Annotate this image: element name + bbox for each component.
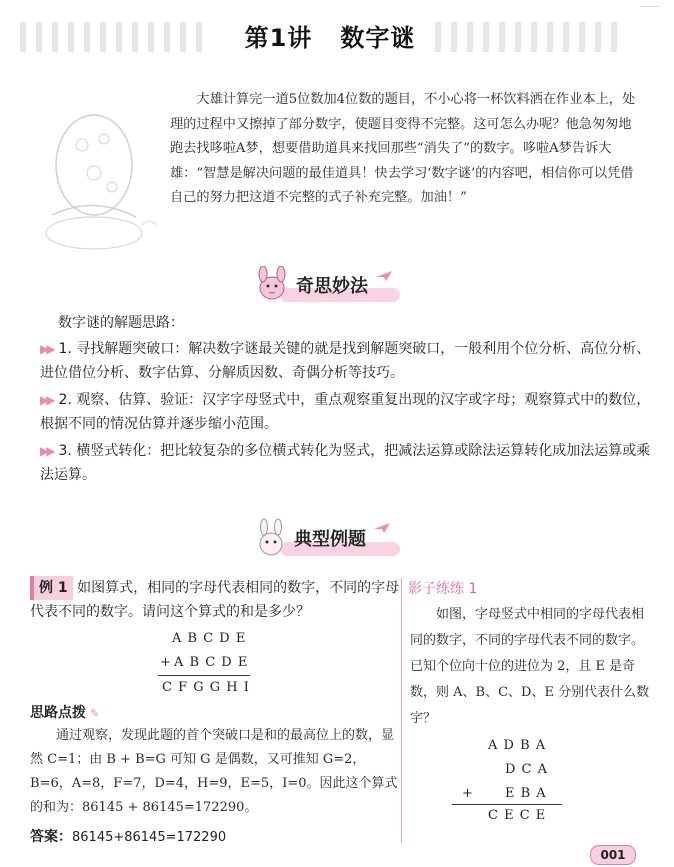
lecture-number: 第1讲	[244, 24, 313, 52]
practice-plus: +	[462, 786, 474, 801]
header-stripes-left	[20, 22, 212, 62]
practice-title: 影子练练 1	[408, 581, 478, 597]
methods-lead: 数字谜的解题思路：	[58, 315, 184, 331]
answer	[30, 826, 226, 846]
examples-heading-text: 典型例题	[294, 529, 366, 550]
lecture-topic: 数字谜	[340, 24, 416, 52]
example-1-plus: +	[160, 655, 172, 670]
methods-heading-text: 奇思妙法	[296, 276, 368, 297]
intro-story: 大雄计算完一道5位数加4位数的题目，不小心将一杯饮料洒在作业本上，处理的过程中又擦掉了部分数字，使题目变得不完整。这可怎么办呢？他急匆匆地跑去找哆啦A梦，想要借助道具来找回那些“消失了”的数字。哆啦A梦告诉大雄：“智慧是解决问题的最佳道具！快去学习‘数字谜’的内容吧，相信你可以凭借自己的努力把这道不完整的式子补充完整。加油！”	[170, 92, 636, 206]
example-1-addend-2: A B C D E	[174, 655, 249, 670]
method-item: ▶▶ 3. 横竖式转化：把比较复杂的多位横式转化为竖式，把减法运算或除法运算转化成加法运算或乘法运算。	[40, 443, 651, 483]
example-1-sum-line	[158, 675, 250, 676]
examples-heading	[252, 518, 392, 558]
analysis-text: 通过观察，发现此题的首个突破口是和的最高位上的数，显然 C=1；由 B + B=G 可知 G 是偶数，又可推知 G=2，B=6，A=8，F=7，D=4，H=9，E=5，I=0。因此这个算式的和为：86145 + 86145=172290。	[30, 728, 398, 815]
top-border-line	[640, 6, 660, 7]
methods-heading	[252, 266, 394, 304]
practice-sum: C E C E	[488, 808, 547, 823]
method-item: ▶▶ 2. 观察、估算、验证：汉字字母竖式中，重点观察重复出现的汉字或字母；观察算式中的数位，根据不同的情况估算并逐步缩小范围。	[40, 392, 651, 432]
answer-label: 答案：	[30, 829, 72, 845]
page-number: 001	[590, 845, 636, 865]
plane-icon	[372, 521, 392, 535]
example-1-label: 例 1	[30, 576, 73, 600]
analysis-heading: 思路点拨 ✎	[30, 705, 100, 721]
bunny-mascot-icon	[252, 266, 292, 304]
lecture-title	[230, 18, 430, 53]
methods-list	[40, 338, 660, 487]
method-item: ▶▶ 1. 寻找解题突破口：解决数字谜最关键的就是找到解题突破口，一般利用个位分析、高位分析、进位借位分析、数字估算、分解质因数、奇偶分析等技巧。	[40, 341, 651, 381]
header-stripes-right	[435, 22, 627, 62]
rabbit-mascot-icon	[252, 518, 290, 558]
double-arrow-icon: ▶▶	[40, 444, 53, 458]
egg-illustration-icon	[32, 95, 162, 265]
practice-addend-3: E B A	[505, 786, 547, 801]
sparkle-icon: ✎	[90, 707, 100, 720]
answer-value: 86145+86145=172290	[72, 830, 227, 845]
example-1-addend-1: A B C D E	[172, 631, 247, 646]
double-arrow-icon: ▶▶	[40, 342, 53, 356]
practice-question: 如图，字母竖式中相同的字母代表相同的数字，不同的字母代表不同的数字。已知个位向十位的进位为 2，且 E 是奇数，则 A、B、C、D、E 分别代表什么数字？	[410, 607, 650, 726]
plane-icon	[374, 269, 394, 283]
double-arrow-icon: ▶▶	[40, 393, 53, 407]
practice-addend-2: D C A	[505, 762, 549, 777]
example-1-question: 例 1 如图算式，相同的字母代表相同的数字，不同的字母代表不同的数字。请问这个算式的和是多少？	[30, 576, 400, 624]
practice-addend-1: A D B A	[488, 738, 547, 753]
practice-sum-line	[452, 804, 562, 805]
example-1-sum: C F G G H I	[162, 680, 250, 695]
column-divider	[401, 578, 402, 843]
